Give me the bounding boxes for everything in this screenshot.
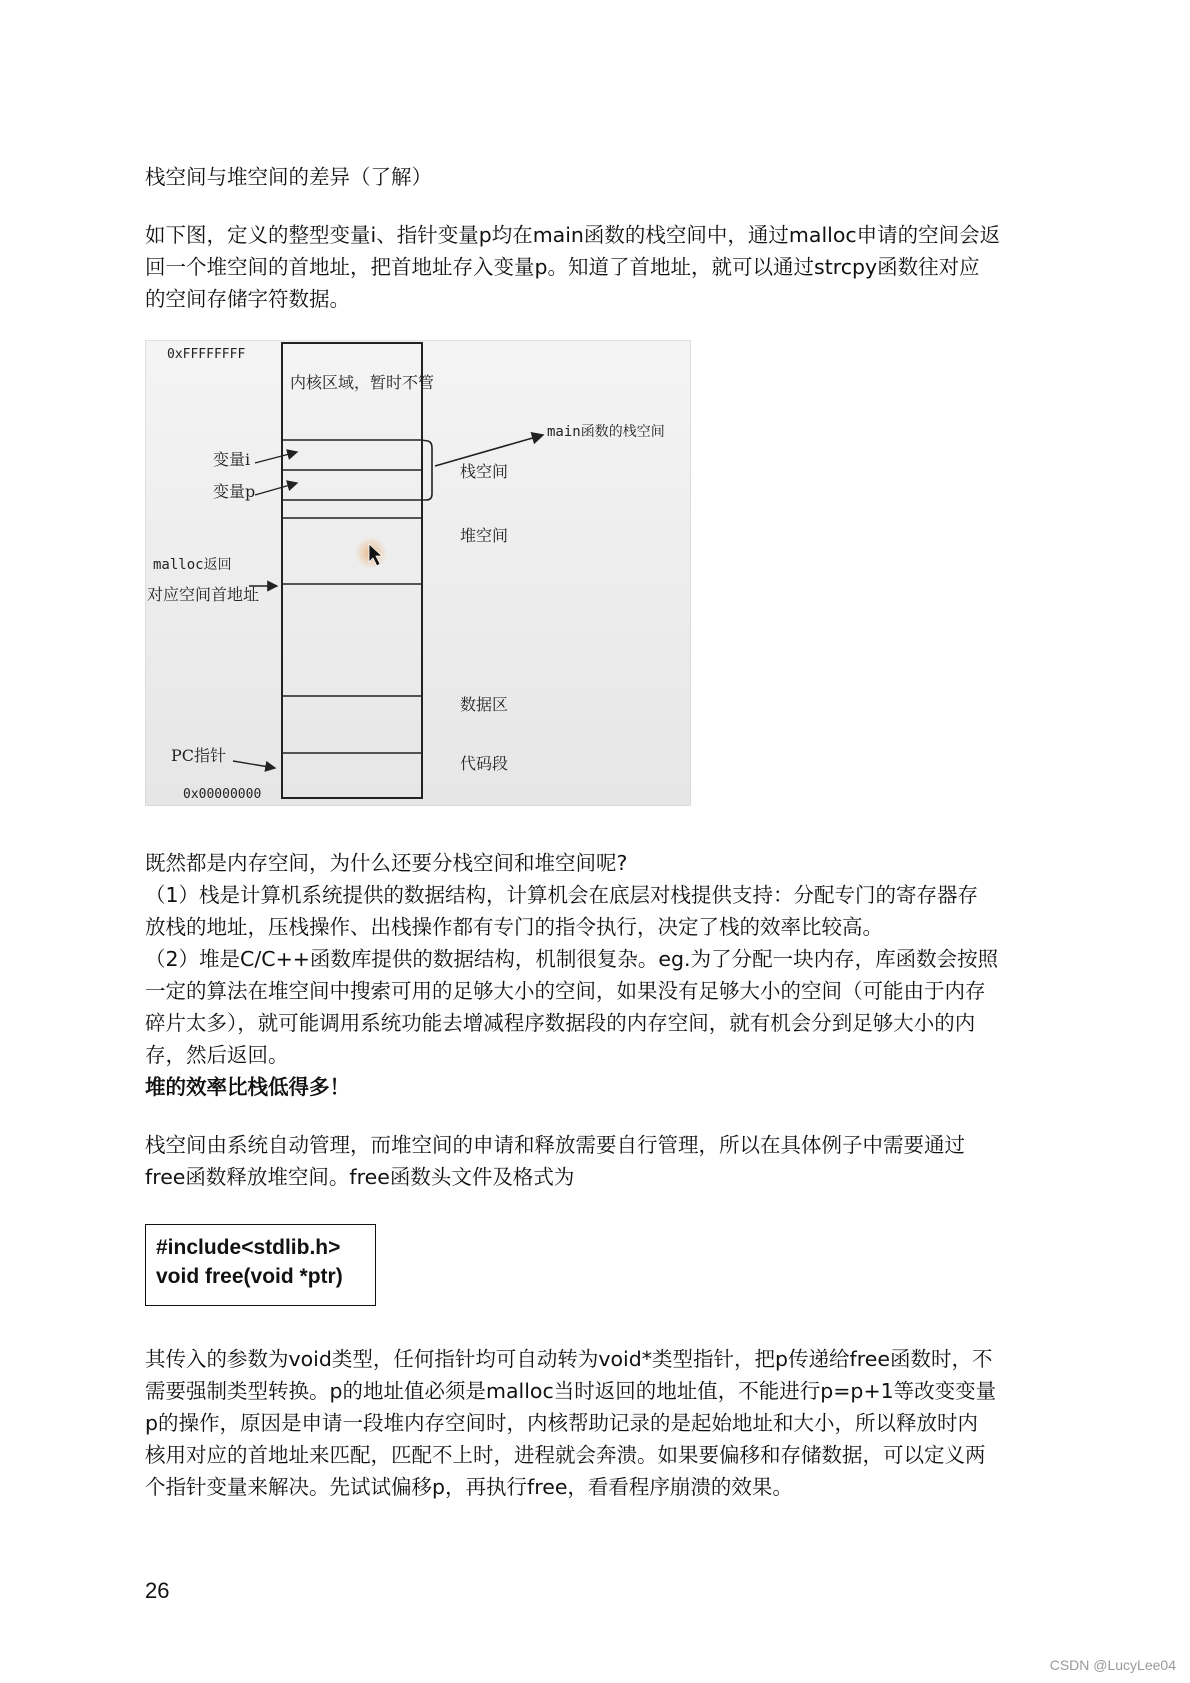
code-line-2: void free(void *ptr) xyxy=(156,1265,343,1288)
question-line-4: （2）堆是C/C++函数库提供的数据结构，机制很复杂。eg.为了分配一块内存，库函数会按照 xyxy=(145,947,999,971)
explain-line-5: 个指针变量来解决。先试试偏移p，再执行free，看看程序崩溃的效果。 xyxy=(145,1475,793,1499)
question-line-2: （1）栈是计算机系统提供的数据结构，计算机会在底层对栈提供支持：分配专门的寄存器存 xyxy=(145,883,979,907)
memory-layout-figure xyxy=(145,340,691,806)
pc-label: PC指针 xyxy=(171,746,227,765)
watermark: CSDN @LucyLee04 xyxy=(1049,1657,1176,1673)
section-heading: 栈空间与堆空间的差异（了解） xyxy=(145,165,432,189)
free-intro-line-2: free函数释放堆空间。free函数头文件及格式为 xyxy=(145,1165,575,1189)
page-number: 26 xyxy=(145,1578,170,1603)
var-p-label: 变量p xyxy=(213,482,256,501)
code-box xyxy=(145,1224,376,1306)
explain-line-4: 核用对应的首地址来匹配，匹配不上时，进程就会奔溃。如果要偏移和存储数据，可以定义两 xyxy=(145,1443,986,1467)
figure-background xyxy=(145,340,691,806)
var-i-label: 变量i xyxy=(213,450,251,469)
intro-line-2: 回一个堆空间的首地址，把首地址存入变量p。知道了首地址，就可以通过strcpy函数往对应 xyxy=(145,255,980,279)
explain-line-1: 其传入的参数为void类型，任何指针均可自动转为void*类型指针，把p传递给free函数时，不 xyxy=(145,1347,993,1371)
intro-line-3: 的空间存储字符数据。 xyxy=(145,287,350,311)
code-line-1: #include<stdlib.h> xyxy=(156,1236,341,1259)
malloc-label-2: 对应空间首地址 xyxy=(147,585,260,604)
kernel-label: 内核区域，暂时不管 xyxy=(290,373,435,392)
main-stack-label: main函数的栈空间 xyxy=(547,424,665,440)
code-segment-label: 代码段 xyxy=(460,754,509,773)
explain-line-3: p的操作，原因是申请一段堆内存空间时，内核帮助记录的是起始地址和大小，所以释放时内 xyxy=(145,1411,979,1435)
question-line-7: 存，然后返回。 xyxy=(145,1043,289,1067)
question-line-6: 碎片太多），就可能调用系统功能去增减程序数据段的内存空间，就有机会分到足够大小的内 xyxy=(145,1011,976,1035)
heap-label: 堆空间 xyxy=(460,526,509,545)
malloc-label-1: malloc返回 xyxy=(153,557,232,573)
stack-label: 栈空间 xyxy=(460,462,509,481)
question-line-5: 一定的算法在堆空间中搜索可用的足够大小的空间，如果没有足够大小的空间（可能由于内存 xyxy=(145,979,986,1003)
question-line-1: 既然都是内存空间，为什么还要分栈空间和堆空间呢? xyxy=(145,851,628,875)
conclusion: 堆的效率比栈低得多！ xyxy=(145,1075,350,1099)
question-line-3: 放栈的地址，压栈操作、出栈操作都有专门的指令执行，决定了栈的效率比较高。 xyxy=(145,915,883,939)
explain-line-2: 需要强制类型转换。p的地址值必须是malloc当时返回的地址值，不能进行p=p+1等改变变量 xyxy=(145,1379,997,1403)
address-top: 0xFFFFFFFF xyxy=(167,347,246,362)
free-intro-line-1: 栈空间由系统自动管理，而堆空间的申请和释放需要自行管理，所以在具体例子中需要通过 xyxy=(145,1133,965,1157)
data-segment-label: 数据区 xyxy=(460,695,509,714)
address-bottom: 0x00000000 xyxy=(183,787,262,802)
intro-line-1: 如下图，定义的整型变量i、指针变量p均在main函数的栈空间中，通过malloc申请的空间会返 xyxy=(145,223,1001,247)
